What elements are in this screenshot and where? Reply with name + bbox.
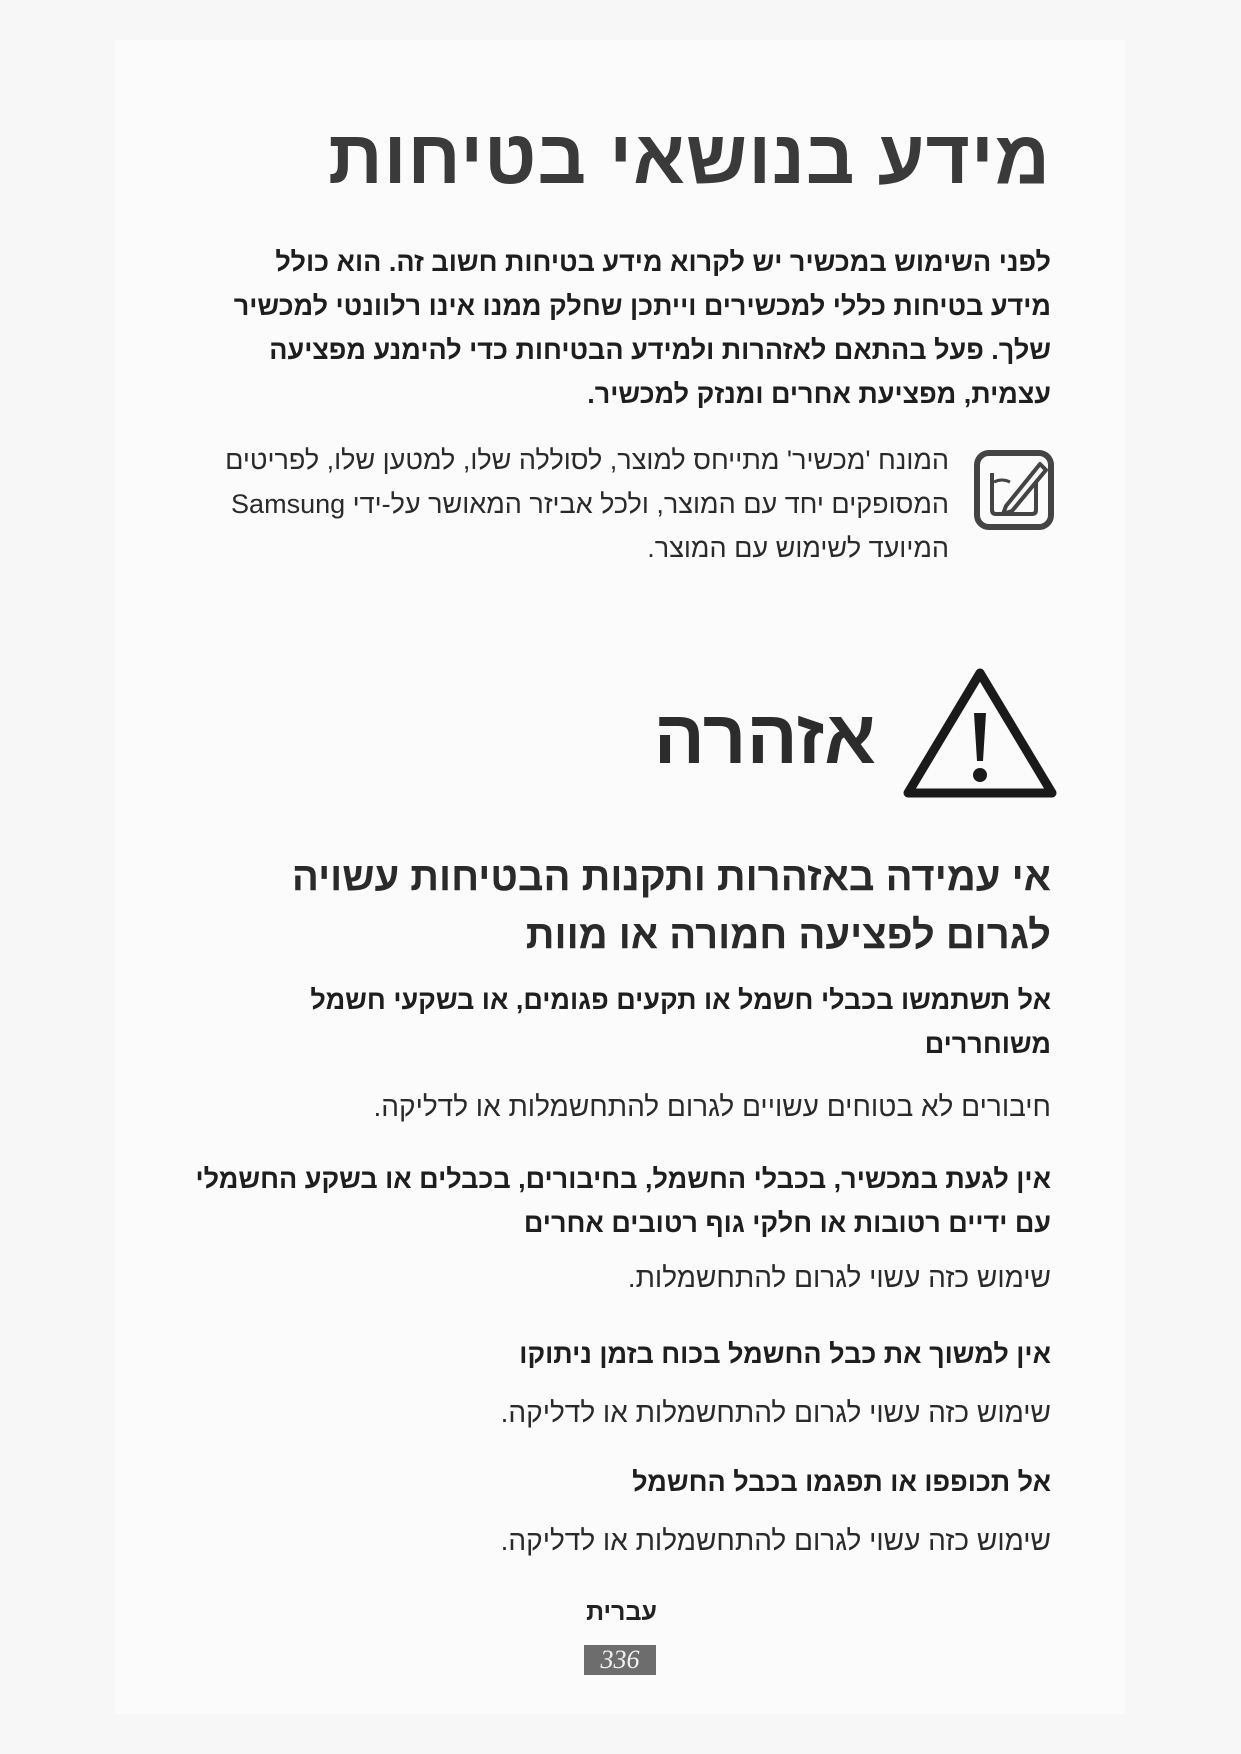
safety-item-body: שימוש כזה עשוי לגרום להתחשמלות. bbox=[627, 1262, 1051, 1293]
safety-item-heading: אל תשתמשו בכבלי חשמל או תקעים פגומים, או בשקעי חשמל משוחררים bbox=[310, 985, 1051, 1059]
intro-paragraph: לפני השימוש במכשיר יש לקרוא מידע בטיחות חשוב זה. הוא כולל מידע בטיחות כללי למכשירים וייתכן שחלק ממנו אינו רלוונטי למכשיר שלך. פעל בהתאם לאזהרות ולמידע הבטיחות כדי להימנע מפציעה עצמית, מפציעת אחרים ומנזק למכשיר. bbox=[233, 247, 1051, 409]
safety-item-body: שימוש כזה עשוי לגרום להתחשמלות או לדליקה. bbox=[500, 1397, 1051, 1428]
warning-subtitle: אי עמידה באזהרות ותקנות הבטיחות עשויה לגרום לפציעה חמורה או מוות bbox=[291, 855, 1051, 957]
warning-title: אזהרה bbox=[653, 695, 876, 780]
safety-item-heading: אל תכופפו או תפגמו בכבל החשמל bbox=[632, 1467, 1051, 1497]
note-text: המונח 'מכשיר' מתייחס למוצר, לסוללה שלו, למטען שלו, לפריטים המסופקים יחד עם המוצר, ולכל אביזר המאושר על-ידי Samsung המיועד לשימוש עם המוצר. bbox=[225, 445, 949, 563]
safety-item-heading: אין למשוך את כבל החשמל בכוח בזמן ניתוקו bbox=[519, 1339, 1051, 1369]
safety-item-body: חיבורים לא בטוחים עשויים לגרום להתחשמלות או לדליקה. bbox=[373, 1091, 1051, 1122]
warning-triangle-icon bbox=[900, 665, 1060, 805]
page-title: מידע בנושאי בטיחות bbox=[328, 115, 1051, 200]
note-pencil-icon bbox=[972, 448, 1056, 532]
safety-item-heading: אין לגעת במכשיר, בכבלי החשמל, בחיבורים, בכבלים או בשקע החשמלי עם ידיים רטובות או חלקי גוף רטובים אחרים bbox=[195, 1164, 1051, 1238]
page-number: 336 bbox=[584, 1645, 656, 1675]
safety-item-body: שימוש כזה עשוי לגרום להתחשמלות או לדליקה. bbox=[500, 1525, 1051, 1556]
footer-language: עברית bbox=[586, 1598, 657, 1626]
